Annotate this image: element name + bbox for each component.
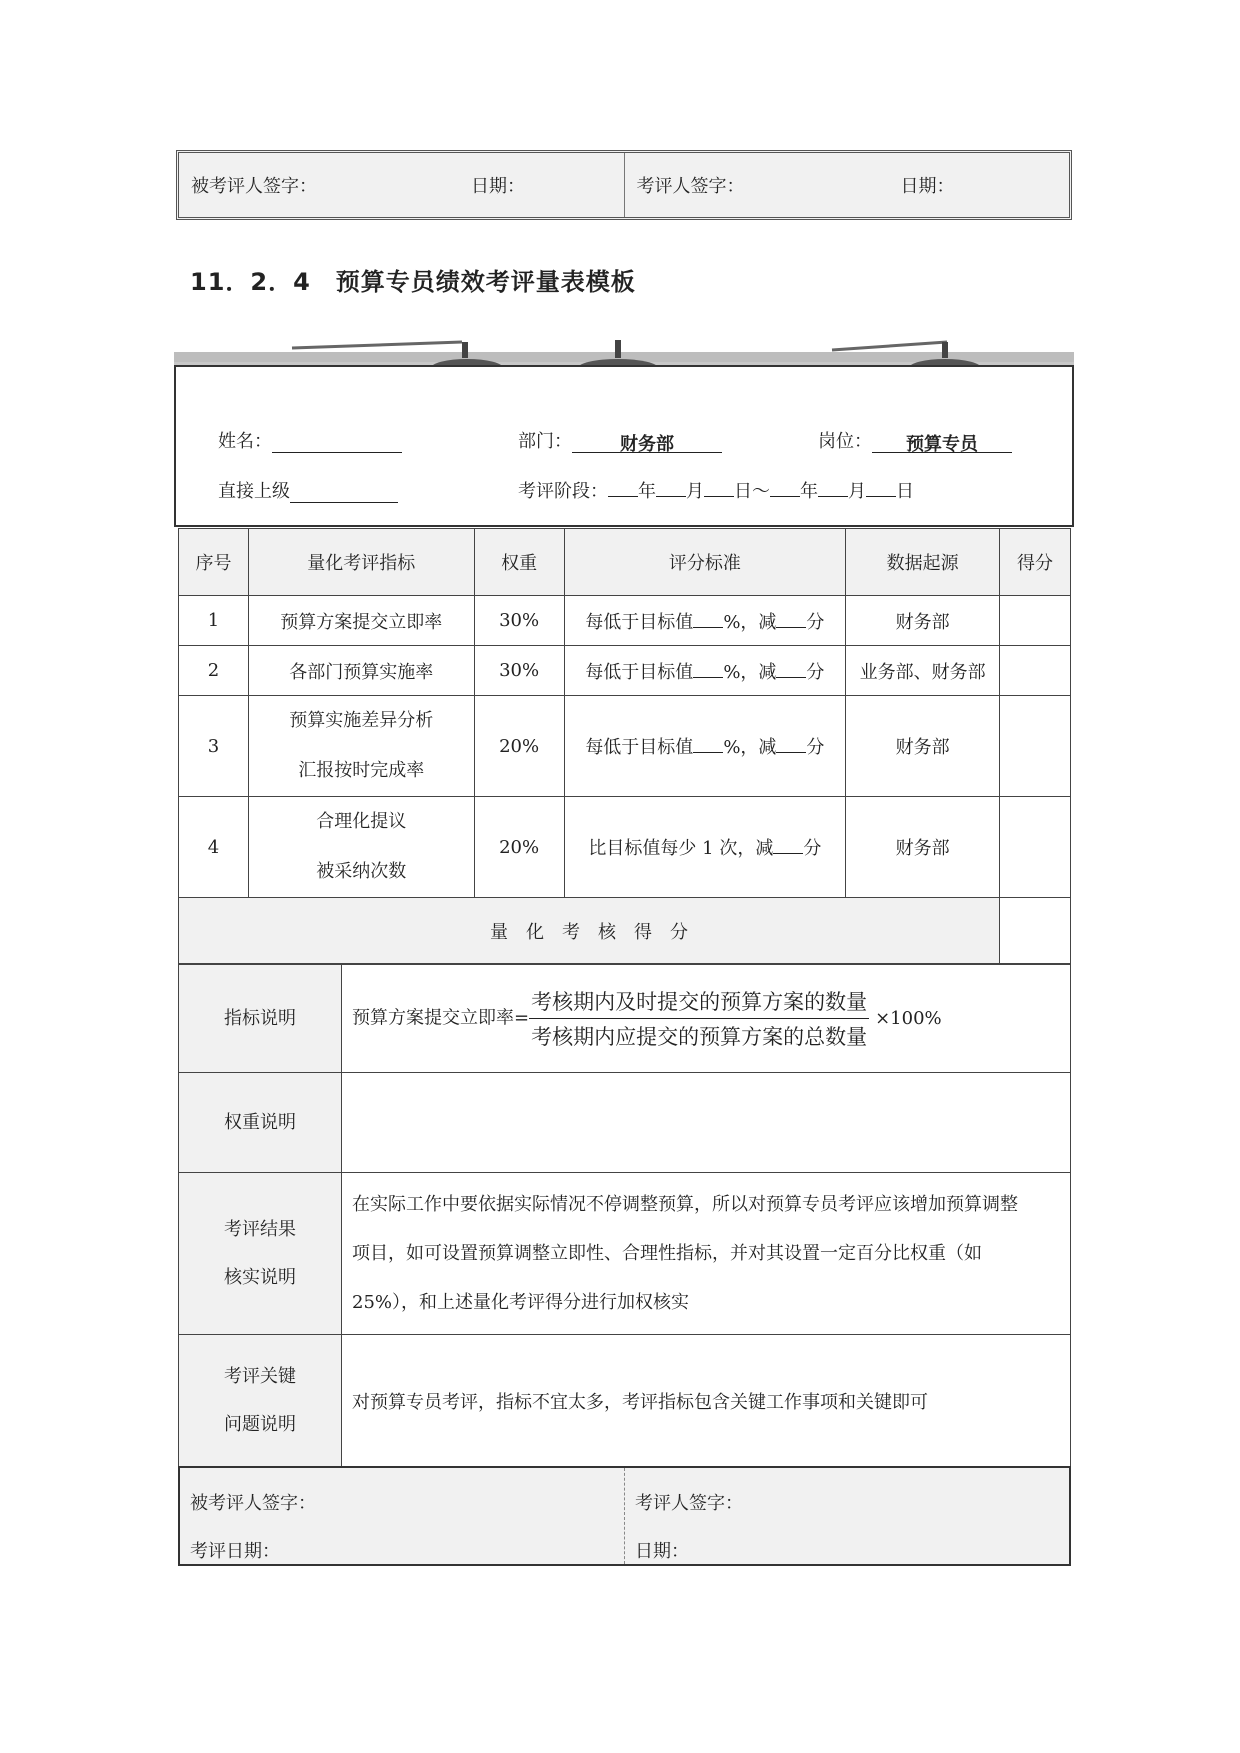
row-source: 财务部 <box>846 797 1000 898</box>
weight-text <box>342 1073 1071 1173</box>
top-sign-right <box>624 153 1070 217</box>
assessee-sign-label: 被考评人签字： <box>190 1493 316 1514</box>
row-criteria: 比目标值每少 1 次，减 分 <box>564 797 846 898</box>
row-kpi: 合理化提议 被采纳次数 <box>248 797 474 898</box>
row-criteria: 每低于目标值 %，减 分 <box>564 646 846 696</box>
date-label-1: 日期： <box>471 176 525 197</box>
key-label: 考评关键 问题说明 <box>179 1335 342 1467</box>
header-cell: 得分 <box>1000 529 1071 596</box>
row-weight: 30% <box>474 596 564 646</box>
explanation-table <box>178 964 1071 1467</box>
table-row <box>179 646 1071 696</box>
supervisor-label: 直接上级 <box>218 481 290 502</box>
verify-row <box>179 1173 1071 1335</box>
bottom-sign-left <box>180 1468 624 1564</box>
row-no: 1 <box>179 596 249 646</box>
period-month1: 月 <box>686 481 704 502</box>
key-row <box>179 1335 1071 1467</box>
weight-row <box>179 1073 1071 1173</box>
name-label: 姓名： <box>218 431 272 452</box>
post-label: 岗位： <box>818 431 872 452</box>
verify-label: 考评结果 核实说明 <box>179 1173 342 1335</box>
row-no: 4 <box>179 797 249 898</box>
header-cell: 评分标准 <box>564 529 846 596</box>
key-text: 对预算专员考评，指标不宜太多，考评指标包含关键工作事项和关键即可 <box>342 1335 1071 1467</box>
date-label-2: 日期： <box>900 176 955 197</box>
date-label: 日期： <box>635 1541 689 1562</box>
table-header-row <box>179 529 1071 596</box>
row-kpi: 各部门预算实施率 <box>248 646 474 696</box>
table-row <box>179 797 1071 898</box>
top-signature-box <box>176 150 1072 220</box>
row-weight: 20% <box>474 797 564 898</box>
supervisor-value <box>290 480 398 503</box>
total-label: 量 化 考 核 得 分 <box>179 898 1000 964</box>
period-field <box>518 477 914 503</box>
post-field <box>818 427 1012 453</box>
period-day2: 日 <box>896 481 914 502</box>
row-score <box>1000 646 1071 696</box>
period-year2: 年 <box>800 481 818 502</box>
header-cell: 数据起源 <box>846 529 1000 596</box>
row-kpi: 预算实施差异分析 汇报按时完成率 <box>248 696 474 797</box>
period-label: 考评阶段： <box>518 481 608 502</box>
row-no: 2 <box>179 646 249 696</box>
bottom-sign-right <box>624 1468 1069 1564</box>
dept-label: 部门： <box>518 431 572 452</box>
indicator-label: 指标说明 <box>179 965 342 1073</box>
total-row <box>179 898 1071 964</box>
assessor-sign-label: 考评人签字： <box>635 1493 743 1514</box>
row-criteria: 每低于目标值 %，减 分 <box>564 596 846 646</box>
header-cell: 权重 <box>474 529 564 596</box>
header-cell: 序号 <box>179 529 249 596</box>
row-score <box>1000 596 1071 646</box>
row-kpi: 预算方案提交立即率 <box>248 596 474 646</box>
row-source: 业务部、财务部 <box>846 646 1000 696</box>
weight-label: 权重说明 <box>179 1073 342 1173</box>
period-day1: 日～ <box>734 481 770 502</box>
row-score <box>1000 797 1071 898</box>
kpi-table <box>178 528 1071 964</box>
row-source: 财务部 <box>846 696 1000 797</box>
header-cell: 量化考评指标 <box>248 529 474 596</box>
table-row <box>179 696 1071 797</box>
dept-value: 财务部 <box>572 430 722 453</box>
period-month2: 月 <box>848 481 866 502</box>
row-weight: 20% <box>474 696 564 797</box>
supervisor-field <box>218 477 398 503</box>
bottom-signature-box <box>178 1466 1071 1566</box>
top-sign-left <box>179 153 624 217</box>
total-score <box>1000 898 1071 964</box>
assess-date-label: 考评日期： <box>190 1541 280 1562</box>
row-criteria: 每低于目标值 %，减 分 <box>564 696 846 797</box>
section-title: 11．2．4 预算专员绩效考评量表模板 <box>190 268 636 296</box>
indicator-formula: 预算方案提交立即率= $\frac{\text{考核期内及时提交的预算方案的数量}}{\text{考核期内应提交的预算方案的总数量}}$ ×100% <box>342 965 1071 1073</box>
name-value <box>272 430 402 453</box>
row-no: 3 <box>179 696 249 797</box>
name-field <box>218 427 402 453</box>
dept-field <box>518 427 722 453</box>
post-value: 预算专员 <box>872 430 1012 453</box>
employee-info-box <box>174 365 1074 527</box>
period-year1: 年 <box>638 481 656 502</box>
table-row <box>179 596 1071 646</box>
row-source: 财务部 <box>846 596 1000 646</box>
indicator-row <box>179 965 1071 1073</box>
row-score <box>1000 696 1071 797</box>
assessor-sign-label: 考评人签字： <box>636 176 745 197</box>
verify-text: 在实际工作中要依据实际情况不停调整预算，所以对预算专员考评应该增加预算调整 项目，如可设置预算调整立即性、合理性指标，并对其设置一定百分比权重（如 25%），和上述量化考评得分进行加权核实 <box>342 1173 1071 1335</box>
row-weight: 30% <box>474 646 564 696</box>
assessee-sign-label: 被考评人签字： <box>191 176 317 197</box>
